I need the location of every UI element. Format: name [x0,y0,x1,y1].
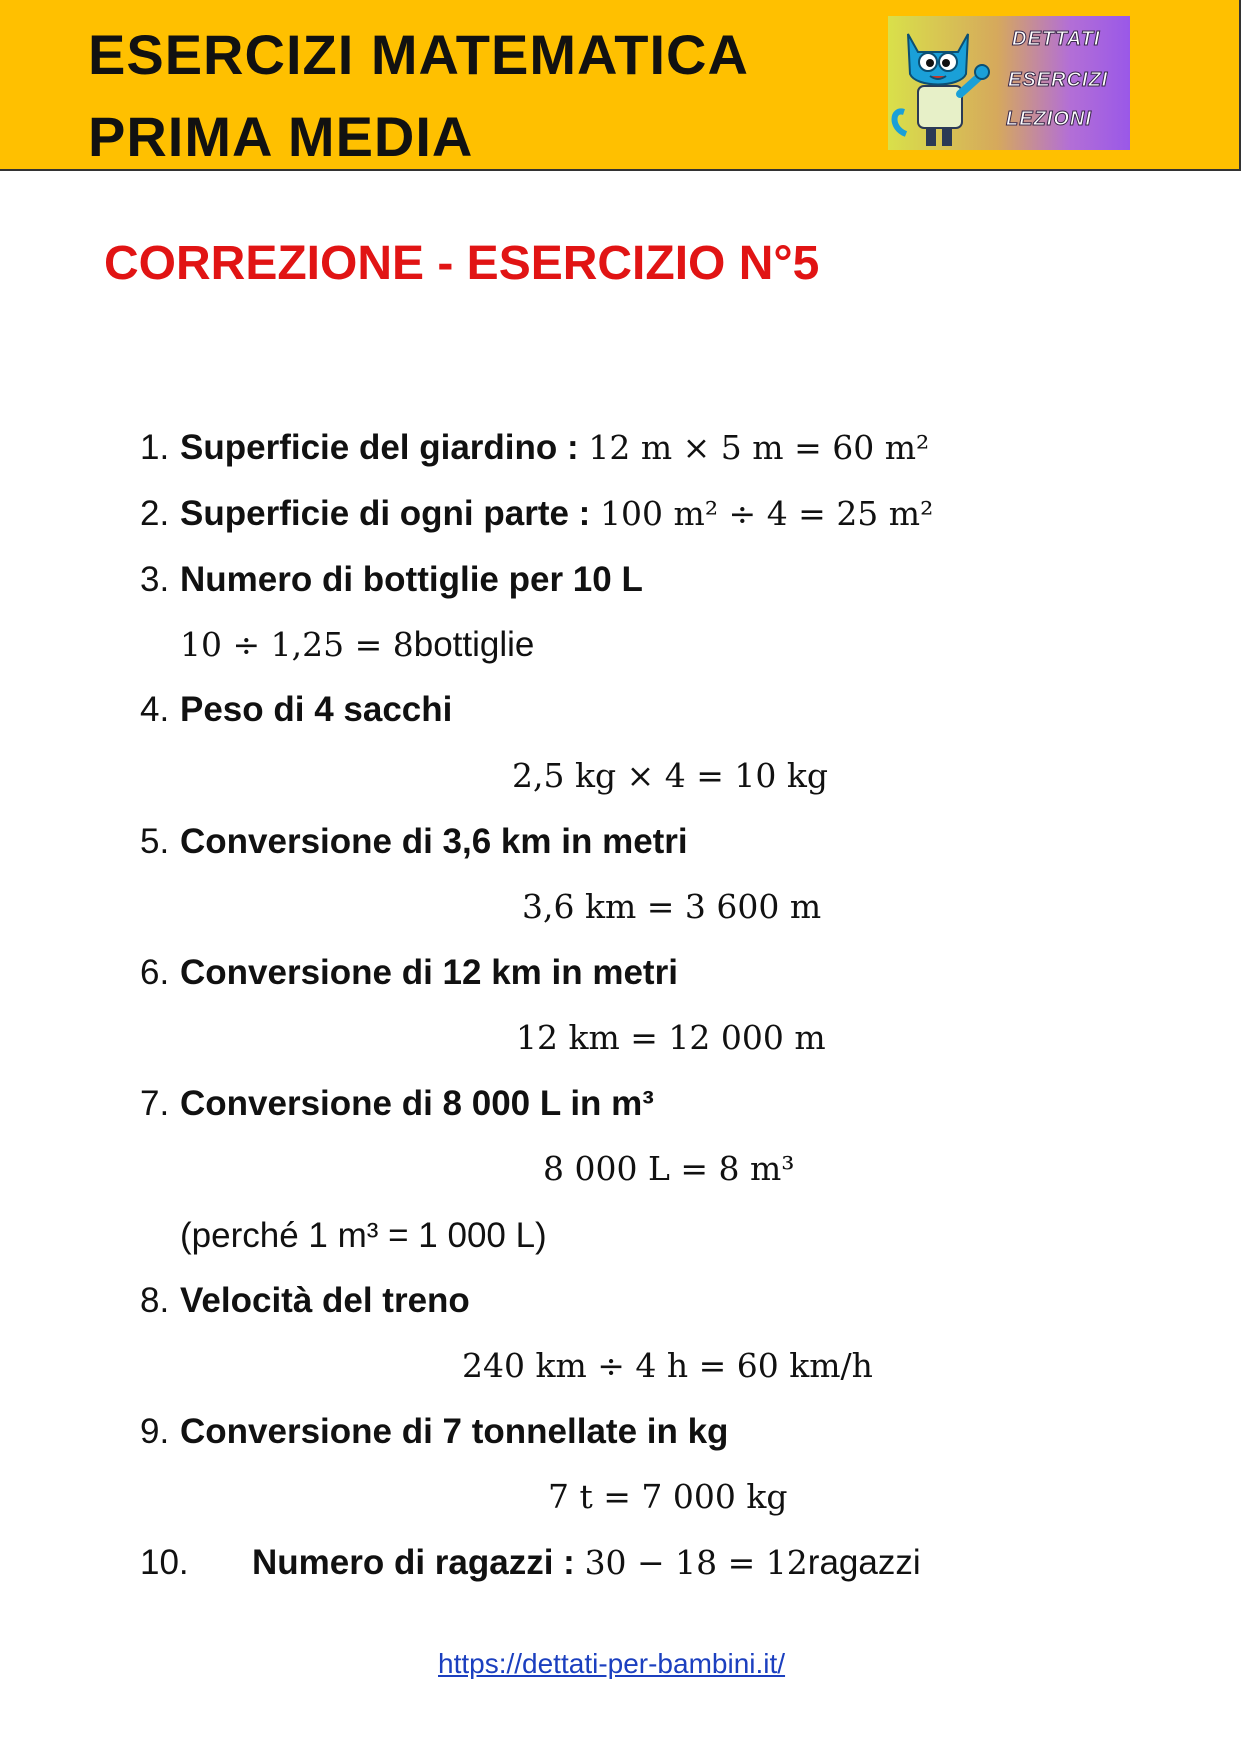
list-item [252,1543,921,1583]
item-number: 6. [140,953,170,992]
item-expression: 12 m × 5 m = 60 m² [588,428,930,467]
item-label: Conversione di 12 km in metri [180,953,678,992]
item-suffix: bottiglie [413,625,535,664]
item-label: Numero di ragazzi : [252,1543,575,1582]
item-label: Superficie di ogni parte : [180,494,591,533]
logo-word-dettati: DETTATI [1012,28,1101,50]
item-expression: 100 m² ÷ 4 = 25 m² [600,494,934,533]
item-suffix: ragazzi [807,1543,921,1582]
item-label: Superficie del giardino : [180,428,579,467]
item-expression: 8 000 L = 8 m³ [543,1149,795,1188]
cat-mascot-icon [888,16,998,150]
footer-website-link[interactable]: https://dettati-per-bambini.it/ [438,1648,786,1679]
item-number: 3. [140,560,170,599]
item-expression: 7 t = 7 000 kg [548,1477,788,1516]
logo-word-lezioni: LEZIONI [1006,108,1092,130]
item-number: 10. [140,1543,189,1582]
header-title-line2: PRIMA MEDIA [88,105,474,168]
item-expression: 240 km ÷ 4 h = 60 km/h [462,1346,873,1385]
item-expression: 12 km = 12 000 m [516,1018,826,1057]
list-item [180,428,929,468]
item-number: 2. [140,494,170,533]
site-logo[interactable] [888,16,1130,150]
section-title: CORREZIONE - ESERCIZIO N°5 [104,237,820,290]
item-number: 9. [140,1412,170,1451]
item-label: Peso di 4 sacchi [180,690,453,729]
item-number: 4. [140,690,170,729]
item-label: Velocità del treno [180,1281,470,1320]
header-banner [0,0,1241,171]
item-label: Conversione di 7 tonnellate in kg [180,1412,729,1451]
logo-word-esercizi: ESERCIZI [1008,69,1109,91]
item-number: 1. [140,428,170,467]
item-label: Numero di bottiglie per 10 L [180,560,643,599]
item-number: 7. [140,1084,170,1123]
list-item [180,494,933,534]
item-expression: 3,6 km = 3 600 m [522,887,822,926]
item-result [180,625,534,665]
item-expression: 10 ÷ 1,25 = 8 [180,625,414,664]
item-number: 8. [140,1281,170,1320]
item-expression: 30 − 18 = 12 [584,1543,808,1582]
item-number: 5. [140,822,170,861]
item-note: (perché 1 m³ = 1 000 L) [180,1216,547,1255]
item-expression: 2,5 kg × 4 = 10 kg [512,756,828,795]
item-label: Conversione di 8 000 L in m³ [180,1084,654,1123]
header-title-line1: ESERCIZI MATEMATICA [88,23,749,86]
item-label: Conversione di 3,6 km in metri [180,822,688,861]
